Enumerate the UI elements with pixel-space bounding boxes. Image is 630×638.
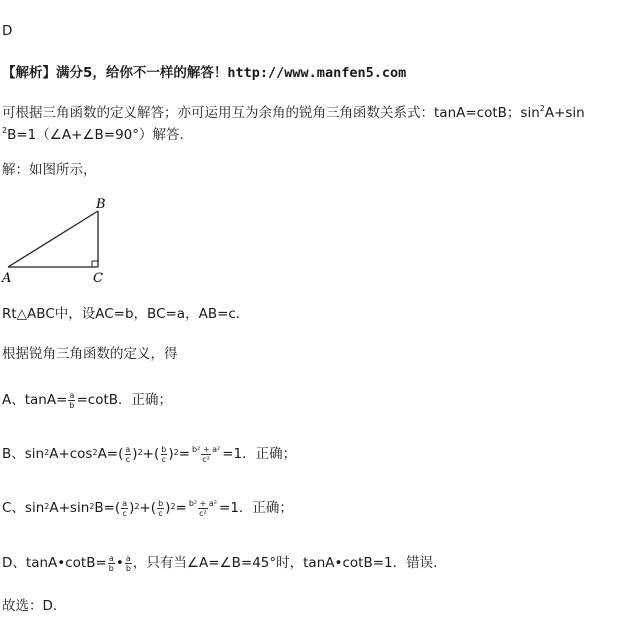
fraction-a-over-b: $\frac{a}{b}$ bbox=[108, 553, 114, 573]
fraction-a-over-b-2: $\frac{a}{b}$ bbox=[125, 553, 131, 573]
vertex-a-label: A bbox=[2, 271, 12, 286]
source-url: http://www.manfen5.com bbox=[227, 65, 407, 81]
solution-intro: 解：如图所示， bbox=[2, 162, 97, 178]
option-b-line: B、$\sin^2A+\cos^2A=$( $\frac{a}{c}$ )$^2$+( $\frac{b}{c}$ )$^2$= $\frac{\text{b² + a²}}{\text{c²}}$ =1．正确； bbox=[2, 444, 297, 464]
promo-text: 满分5，给你不一样的解答！ bbox=[56, 65, 228, 81]
fraction-a-over-c: $\frac{a}{c}$ bbox=[125, 444, 131, 464]
option-a-line bbox=[2, 388, 172, 412]
analysis-tag: 解析 bbox=[15, 65, 43, 81]
bracket-open: 【 bbox=[2, 65, 16, 81]
fraction-b-over-c: $\frac{b}{c}$ bbox=[158, 498, 164, 518]
fraction-sum-over-c2: $\frac{\text{b² + a²}}{\text{c²}}$ bbox=[192, 444, 221, 464]
vertex-b-label: B bbox=[96, 197, 106, 212]
right-triangle-figure bbox=[0, 192, 120, 287]
option-d-line: D、tanA•cotB= $\frac{a}{b}$ • $\frac{a}{b}$ ，只有当∠A=∠B=45°时，tanA•cotB=1．错误． bbox=[2, 553, 447, 573]
fraction-a-over-c: $\frac{a}{c}$ bbox=[122, 498, 128, 518]
intro-text-2: A+sin bbox=[544, 105, 585, 121]
fraction-b-over-c: $\frac{b}{c}$ bbox=[161, 444, 167, 464]
side-ab bbox=[8, 211, 98, 267]
vertex-c-label: C bbox=[93, 271, 103, 286]
intro-paragraph bbox=[2, 100, 628, 144]
fraction-sum-over-c2: $\frac{\text{b² + a²}}{\text{c²}}$ bbox=[188, 498, 218, 518]
option-a-prefix: A、tanA= bbox=[2, 392, 68, 408]
option-a-suffix: =cotB．正确； bbox=[76, 392, 173, 408]
setup-line: Rt△ABC中，设AC=b，BC=a，AB=c． bbox=[2, 306, 250, 322]
intro-sup-2: 2 bbox=[2, 126, 8, 135]
conclusion-line: 故选：D． bbox=[2, 598, 67, 614]
analysis-header bbox=[2, 64, 406, 82]
intro-sup-1: 2 bbox=[539, 104, 545, 113]
option-c-line: C、$\sin^2A+\sin^2B=$( $\frac{a}{c}$ )$^2$+( $\frac{b}{c}$ )$^2$= $\frac{\text{b² + a²}}{\text{c²}}$ =1．正确； bbox=[2, 498, 293, 518]
right-angle-mark bbox=[92, 261, 98, 267]
fraction-a-over-b: $\frac{a}{b}$ bbox=[69, 390, 75, 410]
bracket-close: 】 bbox=[42, 65, 56, 81]
definition-line: 根据锐角三角函数的定义，得 bbox=[2, 346, 178, 362]
intro-text-1: 可根据三角函数的定义解答；亦可运用互为余角的锐角三角函数关系式：tanA=cotB；sin bbox=[2, 105, 540, 121]
intro-text-3: B=1（∠A+∠B=90°）解答． bbox=[7, 127, 194, 143]
answer-letter: D bbox=[2, 23, 13, 39]
